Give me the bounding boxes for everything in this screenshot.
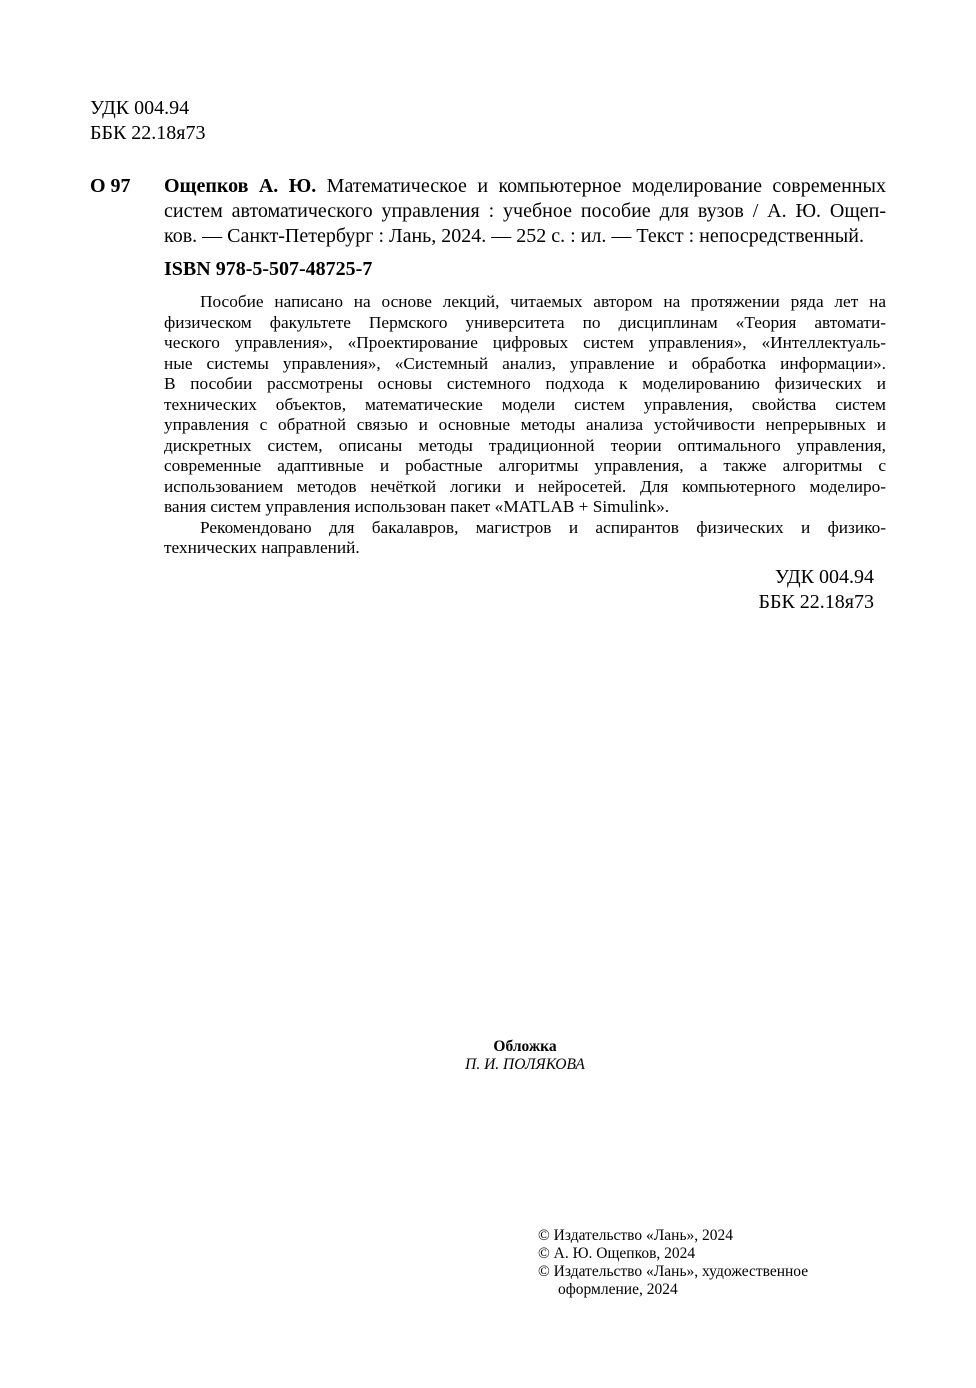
bbk-code: ББК 22.18я73 bbox=[90, 122, 206, 144]
copyright-line: © А. Ю. Ощепков, 2024 bbox=[538, 1245, 696, 1262]
udk-bbk-header bbox=[90, 96, 206, 146]
title-line-3: ков. — Санкт-Петербург : Лань, 2024. — 252 с. : ил. — Текст : непосредственный. bbox=[164, 225, 864, 247]
abstract-line: дискретных систем, описаны методы традиционной теории оптимального управления, bbox=[164, 435, 886, 455]
abstract-line: управления с обратной связью и основные методы анализа устойчивости непрерывных и bbox=[164, 415, 886, 434]
abstract-line: Пособие написано на основе лекций, читаемых автором на протяжении ряда лет на bbox=[200, 292, 886, 311]
udk-bbk-footer bbox=[758, 565, 874, 615]
isbn: ISBN 978-5-507-48725-7 bbox=[164, 258, 373, 280]
udk-code: УДК 004.94 bbox=[90, 97, 190, 119]
abstract-line: Рекомендовано для бакалавров, магистров и аспирантов физических и физико- bbox=[200, 517, 886, 537]
abstract-line: технических объектов, математические модели систем управления, свойства систем bbox=[164, 394, 886, 414]
copyright-block bbox=[538, 1227, 808, 1299]
abstract-line: В пособии рассмотрены основы системного подхода к моделированию физических и bbox=[164, 374, 886, 393]
copyright-line: © Издательство «Лань», 2024 bbox=[538, 1227, 734, 1244]
bbk-code: ББК 22.18я73 bbox=[758, 591, 874, 613]
bibliographic-record bbox=[164, 174, 886, 249]
abstract-line: вания систем управления использован пакет «MATLAB + Simulink». bbox=[164, 497, 670, 516]
copyright-line: © Издательство «Лань», художественное bbox=[538, 1263, 809, 1280]
copyright-line: оформление, 2024 bbox=[558, 1281, 678, 1298]
cover-credit bbox=[0, 1038, 976, 1074]
abstract-line: использованием методов нечёткой логики и нейросетей. Для компьютерного моделиро- bbox=[164, 476, 886, 496]
abstract-line: ные системы управления», «Системный анализ, управление и обработка информации». bbox=[164, 353, 886, 373]
abstract-line: технических направлений. bbox=[164, 538, 360, 557]
abstract bbox=[164, 292, 886, 559]
title-line-2: систем автоматического управления : учебное пособие для вузов / А. Ю. Ощеп- bbox=[164, 200, 886, 222]
abstract-line: физическом факультете Пермского университета по дисциплинам «Теория автомати- bbox=[164, 312, 886, 332]
cover-label: Обложка bbox=[493, 1038, 557, 1055]
udk-code: УДК 004.94 bbox=[774, 566, 874, 588]
abstract-line: ческого управления», «Проектирование цифровых систем управления», «Интеллектуаль- bbox=[164, 333, 886, 352]
cover-designer: П. И. ПОЛЯКОВА bbox=[465, 1056, 585, 1073]
author-sign: О 97 bbox=[90, 175, 131, 197]
title-line-1: Математическое и компьютерное моделирование современных bbox=[316, 175, 886, 197]
abstract-line: современные адаптивные и робастные алгоритмы управления, а также алгоритмы с bbox=[164, 456, 886, 475]
author-name: Ощепков А. Ю. bbox=[164, 175, 317, 197]
